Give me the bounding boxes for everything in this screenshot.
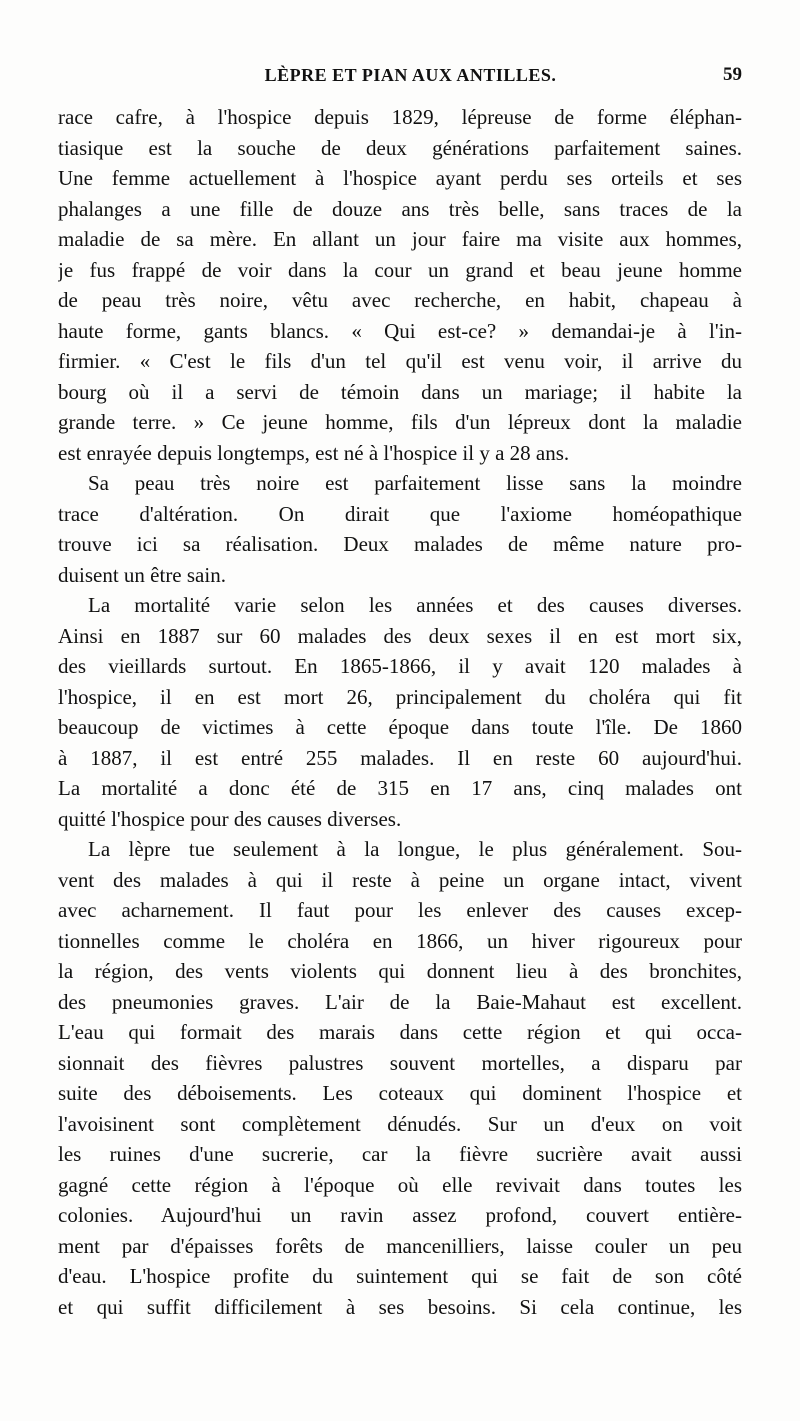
text-line: maladie de sa mère. En allant un jour faire ma visite aux hommes, (58, 227, 742, 251)
text-line: ment par d'épaisses forêts de mancenilliers, laisse couler un peu (58, 1233, 742, 1258)
text-line: Ainsi en 1887 sur 60 malades des deux sexes il en est mort six, (58, 623, 742, 648)
text-line: des vieillards surtout. En 1865-1866, il y avait 120 malades à (58, 654, 742, 678)
text-line: haute forme, gants blancs. « Qui est-ce? » demandai-je à l'in- (58, 318, 742, 343)
text-line: La mortalité varie selon les années et des causes diverses. (88, 593, 742, 617)
text-line: firmier. « C'est le fils d'un tel qu'il est venu voir, il arrive du (58, 349, 742, 373)
text-line: de peau très noire, vêtu avec recherche, en habit, chapeau à (58, 288, 742, 312)
text-line: quitté l'hospice pour des causes diverses. (58, 806, 402, 831)
text-line: La mortalité a donc été de 315 en 17 ans, cinq malades ont (58, 776, 742, 800)
running-head (58, 62, 742, 88)
text-line: et qui suffit difficilement à ses besoins. Si cela continue, les (58, 1294, 742, 1319)
text-line: Une femme actuellement à l'hospice ayant perdu ses orteils et ses (58, 166, 742, 190)
text-line: grande terre. » Ce jeune homme, fils d'un lépreux dont la maladie (58, 410, 742, 434)
page-number: 59 (723, 64, 742, 85)
text-line: Sa peau très noire est parfaitement lisse sans la moindre (88, 471, 742, 495)
text-line: tiasique est la souche de deux générations parfaitement saines. (58, 135, 742, 160)
text-line: l'hospice, il en est mort 26, principalement du choléra qui fit (58, 684, 742, 709)
running-title: LÈPRE ET PIAN AUX ANTILLES. (264, 64, 557, 85)
text-line: les ruines d'une sucrerie, car la fièvre sucrière avait aussi (58, 1142, 742, 1166)
text-line: L'eau qui formait des marais dans cette région et qui occa- (58, 1020, 742, 1044)
text-line: duisent un être sain. (58, 562, 226, 587)
text-line: vent des malades à qui il reste à peine un organe intact, vivent (58, 867, 742, 892)
text-line: des pneumonies graves. L'air de la Baie-Mahaut est excellent. (58, 989, 742, 1014)
text-line: sionnait des fièvres palustres souvent mortelles, a disparu par (58, 1050, 742, 1075)
text-line: phalanges a une fille de douze ans très belle, sans traces de la (58, 196, 742, 221)
text-line: l'avoisinent sont complètement dénudés. Sur un d'eux on voit (58, 1111, 742, 1136)
text-line: trouve ici sa réalisation. Deux malades de même nature pro- (58, 532, 742, 556)
text-line: à 1887, il est entré 255 malades. Il en reste 60 aujourd'hui. (58, 745, 742, 770)
text-line: suite des déboisements. Les coteaux qui dominent l'hospice et (58, 1081, 742, 1105)
text-line: je fus frappé de voir dans la cour un grand et beau jeune homme (58, 257, 742, 282)
text-line: tionnelles comme le choléra en 1866, un hiver rigoureux pour (58, 928, 742, 953)
text-line: La lèpre tue seulement à la longue, le plus généralement. Sou- (88, 837, 742, 861)
text-line: trace d'altération. On dirait que l'axiome homéopathique (58, 501, 742, 526)
text-line: colonies. Aujourd'hui un ravin assez profond, couvert entière- (58, 1203, 742, 1227)
text-line: bourg où il a servi de témoin dans un mariage; il habite la (58, 379, 742, 404)
text-line: d'eau. L'hospice profite du suintement qui se fait de son côté (58, 1264, 742, 1288)
text-line: race cafre, à l'hospice depuis 1829, lépreuse de forme éléphan- (58, 105, 742, 129)
text-line: gagné cette région à l'époque où elle revivait dans toutes les (58, 1172, 742, 1197)
text-line: avec acharnement. Il faut pour les enlever des causes excep- (58, 898, 742, 922)
text-line: beaucoup de victimes à cette époque dans toute l'île. De 1860 (58, 715, 742, 739)
text-line: la région, des vents violents qui donnent lieu à des bronchites, (58, 959, 742, 983)
text-line: est enrayée depuis longtemps, est né à l'hospice il y a 28 ans. (58, 440, 570, 465)
body-text (58, 102, 742, 1322)
